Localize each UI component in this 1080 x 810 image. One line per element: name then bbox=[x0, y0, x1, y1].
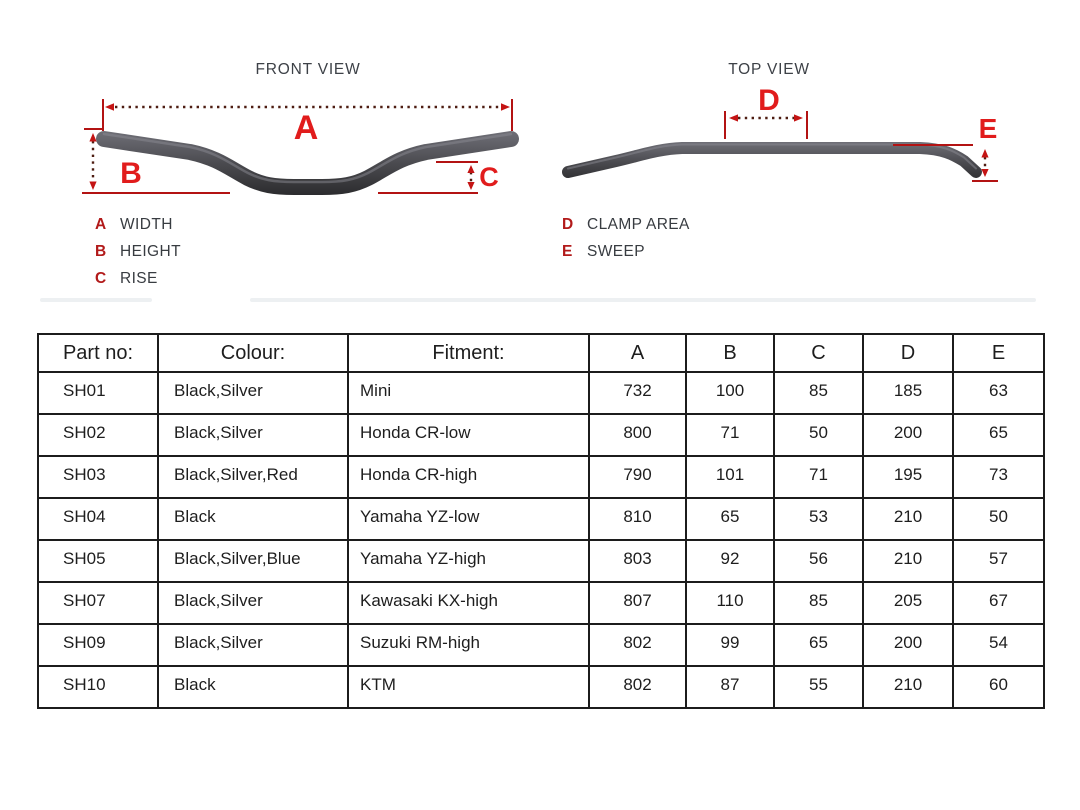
cell-C: 85 bbox=[774, 372, 863, 414]
cell-D: 210 bbox=[863, 540, 953, 582]
table-row bbox=[38, 414, 1044, 456]
cell-part-no: SH10 bbox=[38, 666, 158, 708]
legend-item-width bbox=[95, 216, 181, 243]
cell-B: 101 bbox=[686, 456, 774, 498]
column-header-colour: Colour: bbox=[158, 334, 348, 372]
table-header-row bbox=[38, 334, 1044, 372]
cell-fitment: Honda CR-low bbox=[348, 414, 589, 456]
cell-colour: Black,Silver bbox=[158, 624, 348, 666]
handlebar-diagram bbox=[0, 0, 1080, 333]
legend-key: D bbox=[562, 216, 574, 233]
top-view-title: TOP VIEW bbox=[728, 61, 810, 78]
legend-item-height bbox=[95, 243, 181, 270]
cell-B: 100 bbox=[686, 372, 774, 414]
cell-B: 110 bbox=[686, 582, 774, 624]
cell-part-no: SH07 bbox=[38, 582, 158, 624]
legend-label: HEIGHT bbox=[120, 243, 181, 260]
cell-D: 195 bbox=[863, 456, 953, 498]
cell-colour: Black,Silver bbox=[158, 372, 348, 414]
legend-label: SWEEP bbox=[587, 243, 645, 260]
cell-D: 185 bbox=[863, 372, 953, 414]
divider-artifact bbox=[40, 298, 152, 302]
table-row bbox=[38, 372, 1044, 414]
legend-item-rise bbox=[95, 270, 181, 297]
cell-fitment: Yamaha YZ-high bbox=[348, 540, 589, 582]
legend-key: A bbox=[95, 216, 107, 233]
cell-D: 210 bbox=[863, 666, 953, 708]
top-view-legend bbox=[562, 216, 690, 270]
cell-fitment: Suzuki RM-high bbox=[348, 624, 589, 666]
dim-letter-A: A bbox=[293, 109, 319, 147]
cell-E: 57 bbox=[953, 540, 1044, 582]
cell-D: 200 bbox=[863, 414, 953, 456]
cell-A: 810 bbox=[589, 498, 686, 540]
column-header-C: C bbox=[774, 334, 863, 372]
cell-E: 63 bbox=[953, 372, 1044, 414]
dim-letter-E: E bbox=[978, 113, 998, 144]
cell-C: 65 bbox=[774, 624, 863, 666]
cell-colour: Black,Silver bbox=[158, 414, 348, 456]
cell-part-no: SH02 bbox=[38, 414, 158, 456]
spec-table bbox=[37, 333, 1045, 709]
cell-E: 50 bbox=[953, 498, 1044, 540]
cell-A: 807 bbox=[589, 582, 686, 624]
legend-key: C bbox=[95, 270, 107, 287]
cell-B: 99 bbox=[686, 624, 774, 666]
cell-A: 800 bbox=[589, 414, 686, 456]
table-row bbox=[38, 624, 1044, 666]
cell-part-no: SH04 bbox=[38, 498, 158, 540]
cell-colour: Black bbox=[158, 498, 348, 540]
cell-colour: Black,Silver,Blue bbox=[158, 540, 348, 582]
cell-E: 67 bbox=[953, 582, 1044, 624]
legend-key: E bbox=[562, 243, 573, 260]
legend-item-clamp-area bbox=[562, 216, 690, 243]
cell-A: 803 bbox=[589, 540, 686, 582]
table-row bbox=[38, 666, 1044, 708]
cell-A: 802 bbox=[589, 666, 686, 708]
legend-item-sweep bbox=[562, 243, 690, 270]
cell-D: 210 bbox=[863, 498, 953, 540]
cell-C: 85 bbox=[774, 582, 863, 624]
divider-artifact bbox=[250, 298, 1036, 302]
cell-B: 65 bbox=[686, 498, 774, 540]
cell-A: 732 bbox=[589, 372, 686, 414]
front-view-title: FRONT VIEW bbox=[255, 61, 361, 78]
cell-C: 56 bbox=[774, 540, 863, 582]
cell-A: 790 bbox=[589, 456, 686, 498]
table-row bbox=[38, 540, 1044, 582]
legend-label: RISE bbox=[120, 270, 158, 287]
cell-C: 55 bbox=[774, 666, 863, 708]
legend-key: B bbox=[95, 243, 107, 260]
legend-label: WIDTH bbox=[120, 216, 173, 233]
cell-fitment: Honda CR-high bbox=[348, 456, 589, 498]
cell-fitment: Mini bbox=[348, 372, 589, 414]
cell-C: 50 bbox=[774, 414, 863, 456]
front-view-legend bbox=[95, 216, 181, 297]
cell-part-no: SH01 bbox=[38, 372, 158, 414]
dim-letter-C: C bbox=[479, 162, 499, 192]
top-handlebar-shape bbox=[568, 145, 976, 173]
cell-D: 205 bbox=[863, 582, 953, 624]
cell-A: 802 bbox=[589, 624, 686, 666]
cell-colour: Black bbox=[158, 666, 348, 708]
cell-part-no: SH05 bbox=[38, 540, 158, 582]
dim-letter-D: D bbox=[758, 84, 780, 117]
cell-B: 92 bbox=[686, 540, 774, 582]
cell-colour: Black,Silver,Red bbox=[158, 456, 348, 498]
cell-fitment: KTM bbox=[348, 666, 589, 708]
column-header-A: A bbox=[589, 334, 686, 372]
cell-E: 73 bbox=[953, 456, 1044, 498]
legend-label: CLAMP AREA bbox=[587, 216, 690, 233]
cell-D: 200 bbox=[863, 624, 953, 666]
column-header-D: D bbox=[863, 334, 953, 372]
column-header-E: E bbox=[953, 334, 1044, 372]
table-row bbox=[38, 498, 1044, 540]
cell-E: 54 bbox=[953, 624, 1044, 666]
cell-colour: Black,Silver bbox=[158, 582, 348, 624]
cell-C: 71 bbox=[774, 456, 863, 498]
cell-C: 53 bbox=[774, 498, 863, 540]
cell-B: 71 bbox=[686, 414, 774, 456]
cell-part-no: SH03 bbox=[38, 456, 158, 498]
column-header-B: B bbox=[686, 334, 774, 372]
cell-part-no: SH09 bbox=[38, 624, 158, 666]
dim-letter-B: B bbox=[120, 157, 142, 190]
cell-E: 60 bbox=[953, 666, 1044, 708]
column-header-fitment: Fitment: bbox=[348, 334, 589, 372]
table-row bbox=[38, 582, 1044, 624]
cell-fitment: Kawasaki KX-high bbox=[348, 582, 589, 624]
table-row bbox=[38, 456, 1044, 498]
column-header-part-no: Part no: bbox=[38, 334, 158, 372]
cell-B: 87 bbox=[686, 666, 774, 708]
cell-E: 65 bbox=[953, 414, 1044, 456]
cell-fitment: Yamaha YZ-low bbox=[348, 498, 589, 540]
